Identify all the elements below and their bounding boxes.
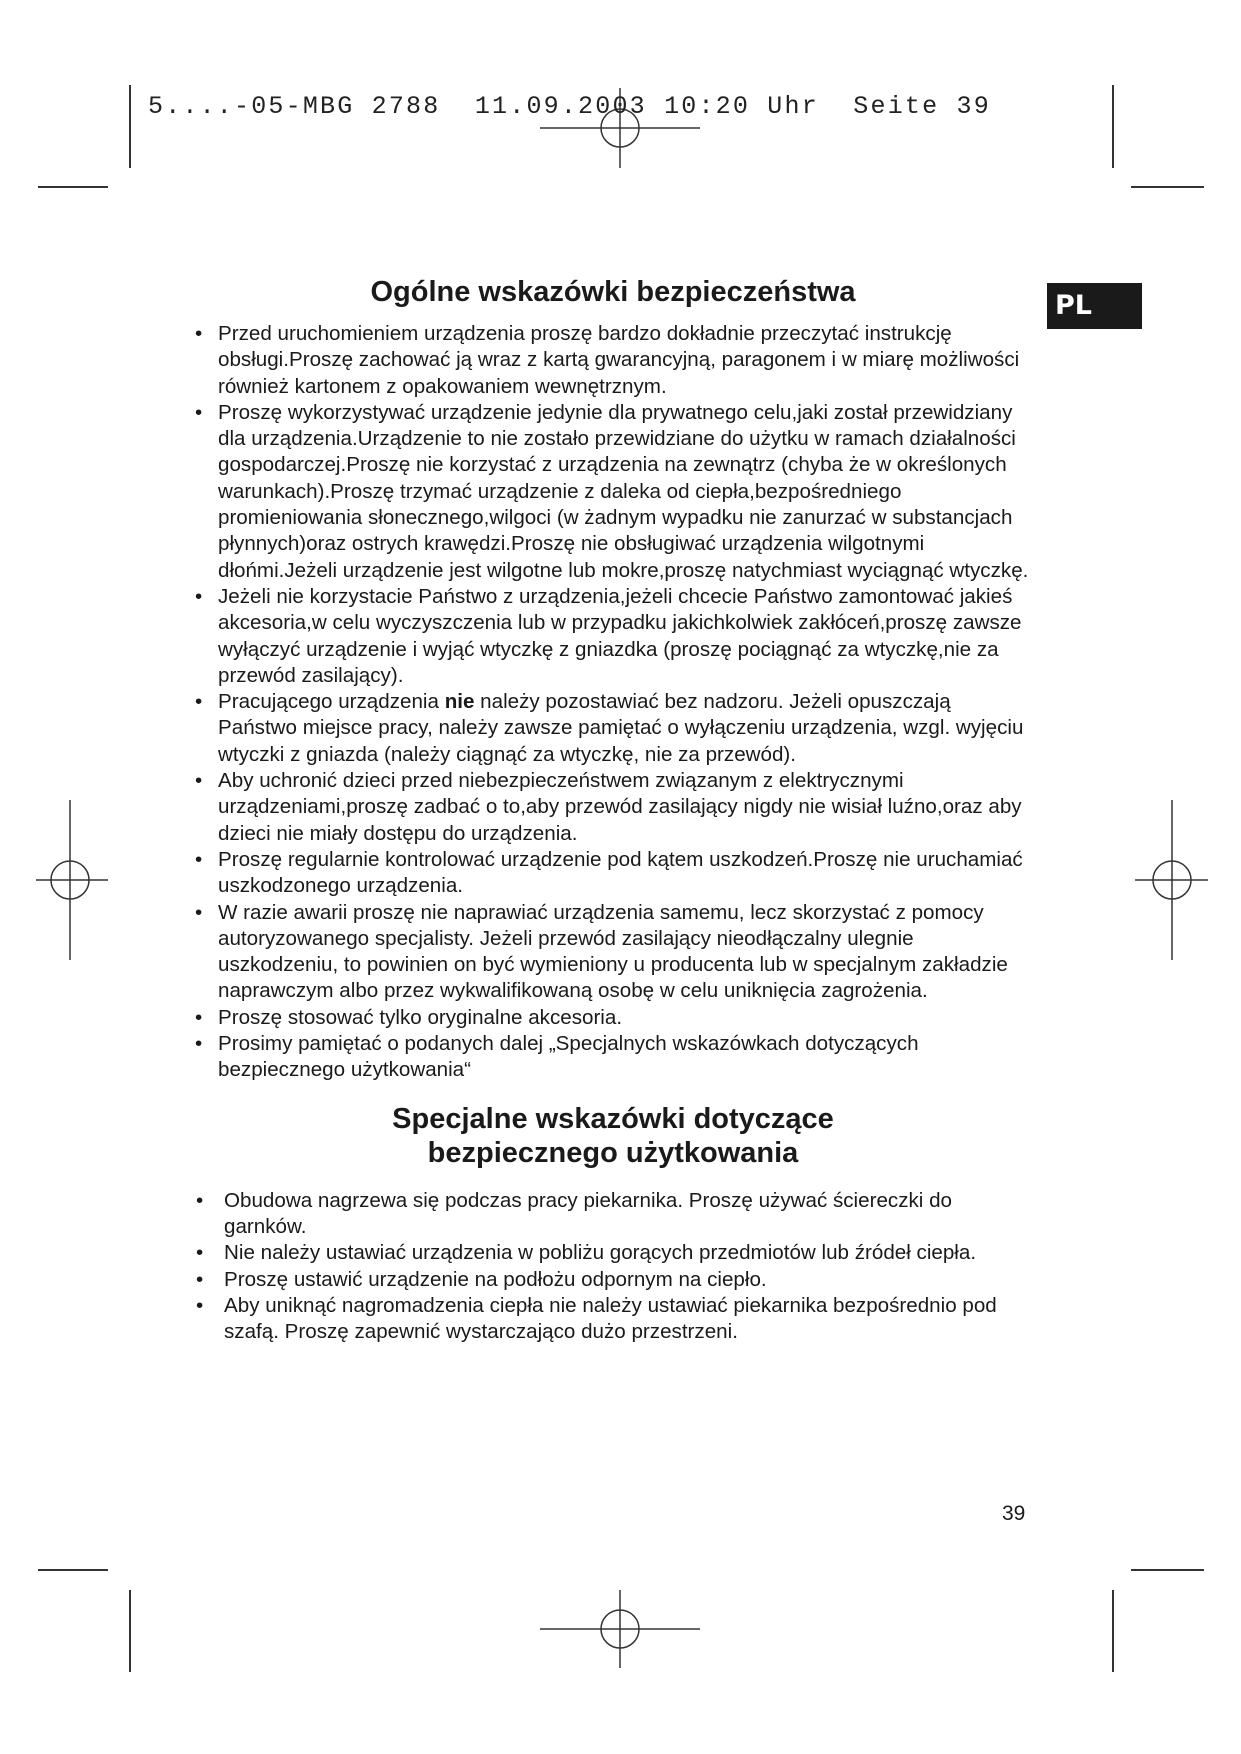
list-item-text: W razie awarii proszę nie naprawiać urządzenia samemu, lecz skorzystać z pomocy autoryzowanego specjalisty. Jeżeli przewód zasilający nieodłączalny ulegnie uszkodzeniu, to powinien on być wymieniony u producenta lub w specjalnym zakładzie naprawczym albo przez wykwalifikowaną osobę w celu uniknięcia zagrożenia. (218, 900, 1008, 1003)
list-item (193, 1240, 1033, 1266)
section-title-general-safety: Ogólne wskazówki bezpieczeństwa (370, 276, 856, 308)
bullet-icon: • (196, 1188, 204, 1212)
list-item (193, 847, 1033, 900)
bullet-icon: • (196, 1241, 204, 1265)
list-item-text: należy pozostawiać bez nadzoru. Jeżeli opuszczają Państwo miejsce pracy, należy zawsze pamiętać o wyłączeniu urządzenia, wzgl. wyjęciu wtyczki z gniazda (należy ciągnąć za wtyczkę, nie za przewód). (218, 690, 1024, 766)
bullet-icon: • (196, 1293, 204, 1317)
registration-crosshair-right (1135, 800, 1208, 960)
bullet-icon: • (196, 1267, 204, 1291)
print-header: 5....-05-MBG 2788 11.09.2003 10:20 Uhr Seite 39 (148, 92, 991, 121)
language-tab: PL (1047, 283, 1142, 329)
document-body (193, 275, 1033, 1345)
section-title-line: Specjalne wskazówki dotyczące (392, 1102, 834, 1135)
bullet-icon: • (195, 900, 203, 924)
registration-crosshair-bottom (540, 1590, 700, 1668)
list-item (193, 1005, 1033, 1031)
bullet-icon: • (195, 400, 203, 424)
bullet-icon: • (195, 1032, 203, 1056)
list-item (193, 1031, 1033, 1084)
list-item (193, 689, 1033, 768)
list-item (193, 321, 1033, 400)
registration-crosshair-left (36, 800, 108, 960)
bullet-icon: • (195, 584, 203, 608)
list-item-text: Aby uchronić dzieci przed niebezpieczeństwem związanym z elektrycznymi urządzeniami,proszę zadbać o to,aby przewód zasilający nigdy nie wisiał luźno,oraz aby dzieci nie miały dostępu do urządzenia. (218, 769, 1022, 845)
list-item (193, 400, 1033, 584)
list-item (193, 1188, 1033, 1241)
list-item-text: Jeżeli nie korzystacie Państwo z urządzenia,jeżeli chcecie Państwo zamontować jakieś akcesoria,w celu wyczyszczenia lub w przypadku jakichkolwiek zakłóceń,proszę zawsze wyłączyć urządzenie i wyjąć wtyczkę z gniazdka (proszę pociągnąć za wtyczkę,nie za przewód zasilający). (218, 584, 1022, 687)
bullet-icon: • (195, 322, 203, 345)
list-item-text: Proszę stosować tylko oryginalne akcesoria. (218, 1005, 623, 1029)
list-item (193, 768, 1033, 847)
section-title-special-safety (193, 1102, 1033, 1170)
general-safety-list (193, 321, 1033, 1084)
list-item-text: Proszę ustawić urządzenie na podłożu odpornym na ciepło. (224, 1267, 767, 1291)
list-item-text: Proszę regularnie kontrolować urządzenie pod kątem uszkodzeń.Proszę nie uruchamiać uszkodzonego urządzenia. (218, 847, 1023, 898)
list-item-text: Przed uruchomieniem urządzenia proszę bardzo dokładnie przeczytać instrukcję obsługi.Proszę zachować ją wraz z kartą gwarancyjną, paragonem i w miarę możliwości również kartonem z opakowaniem wewnętrznym. (218, 322, 1020, 398)
special-safety-list (193, 1188, 1033, 1346)
bullet-icon: • (195, 847, 203, 871)
list-item-text: Nie należy ustawiać urządzenia w pobliżu gorących przedmiotów lub źródeł ciepła. (224, 1241, 977, 1265)
page-number: 39 (1002, 1502, 1026, 1525)
list-item-text: Prosimy pamiętać o podanych dalej „Specjalnych wskazówkach dotyczących bezpiecznego użytkowania“ (218, 1032, 919, 1082)
list-item (193, 584, 1033, 689)
bullet-icon: • (195, 1005, 203, 1029)
list-item-text: Obudowa nagrzewa się podczas pracy piekarnika. Proszę używać ściereczki do garnków. (224, 1188, 952, 1238)
bullet-icon: • (195, 690, 203, 714)
list-item-text: Aby uniknąć nagromadzenia ciepła nie należy ustawiać piekarnika bezpośrednio pod szafą. Proszę zapewnić wystarczająco dużo przestrzeni. (224, 1293, 997, 1344)
section-title-line: bezpiecznego użytkowania (427, 1136, 799, 1169)
list-item (193, 1293, 1033, 1346)
list-item-text: Pracującego urządzenia (218, 690, 445, 714)
list-item-text: Proszę wykorzystywać urządzenie jedynie dla prywatnego celu,jaki został przewidziany dla urządzenia.Urządzenie to nie zostało przewidziane do użytku w ramach działalności gospodarczej.Proszę nie korzystać z urządzenia na zewnątrz (chyba że w określonych warunkach).Proszę trzymać urządzenie z daleka od ciepła,bezpośredniego promieniowania słonecznego,wilgoci (w żadnym wypadku nie zanurzać w substancjach płynnych)oraz ostrych krawędzi.Proszę nie obsługiwać urządzenia wilgotnymi dłońmi.Jeżeli urządzenie jest wilgotne lub mokre,proszę natychmiast wyciągnąć wtyczkę. (218, 400, 1029, 582)
emphasis-text: nie (444, 690, 475, 714)
list-item (193, 1267, 1033, 1293)
bullet-icon: • (195, 769, 203, 793)
list-item (193, 900, 1033, 1005)
